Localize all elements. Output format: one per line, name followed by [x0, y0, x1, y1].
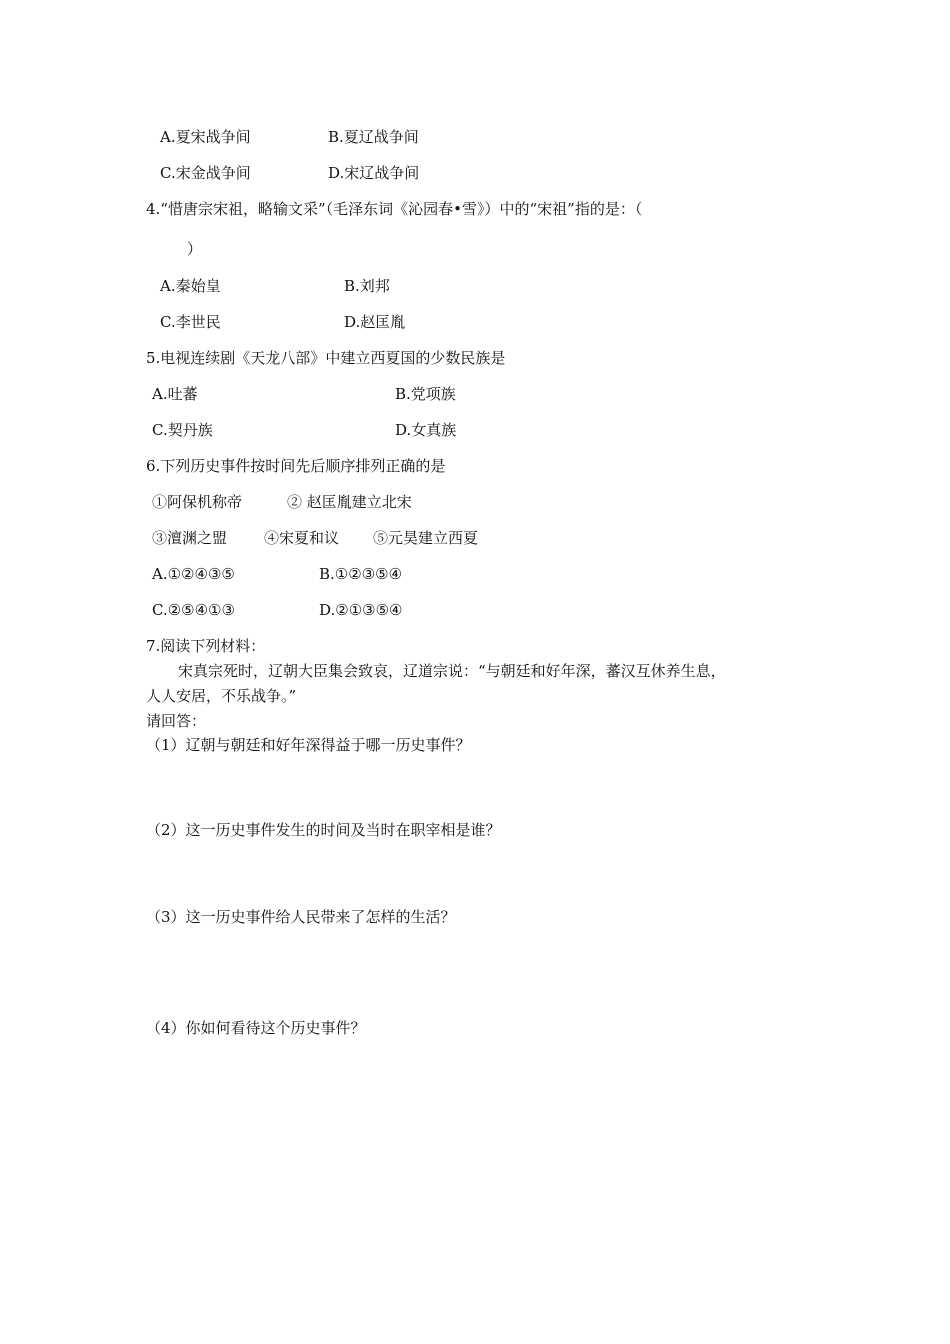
q3-option-a: A.夏宋战争间 — [160, 128, 251, 146]
q7-stem: 7.阅读下列材料： — [146, 637, 266, 655]
q6-event-4: ④宋夏和议 — [264, 529, 340, 547]
q5-option-b: B.党项族 — [395, 385, 456, 403]
q6-event-1: ①阿保机称帝 — [152, 493, 243, 511]
q5-stem: 5.电视连续剧《天龙八部》中建立西夏国的少数民族是 — [146, 349, 506, 367]
q7-subquestion-3: （3）这一历史事件给人民带来了怎样的生活？ — [146, 908, 456, 926]
q5-option-a: A.吐蕃 — [152, 385, 198, 403]
q5-option-d: D.女真族 — [395, 421, 457, 439]
q7-subquestion-4: （4）你如何看待这个历史事件？ — [146, 1019, 366, 1037]
q4-option-c: C.李世民 — [160, 313, 221, 331]
q4-stem: 4.“惜唐宗宋祖，略输文采”（毛泽东词《沁园春•雪》）中的“宋祖”指的是：（ — [146, 200, 643, 218]
q6-event-3: ③澶渊之盟 — [152, 529, 228, 547]
q6-option-c: C.②⑤④①③ — [152, 601, 235, 619]
q7-prompt: 请回答： — [146, 712, 207, 730]
q4-option-b: B.刘邦 — [344, 277, 390, 295]
q6-event-5: ⑤元昊建立西夏 — [373, 529, 479, 547]
q6-event-2: ② 赵匡胤建立北宋 — [287, 493, 412, 511]
q4-stem-end: ） — [187, 240, 203, 258]
q6-stem: 6.下列历史事件按时间先后顺序排列正确的是 — [146, 457, 446, 475]
q3-option-c: C.宋金战争间 — [160, 164, 251, 182]
q6-option-b: B.①②③⑤④ — [319, 565, 403, 583]
q6-option-a: A.①②④③⑤ — [152, 565, 235, 583]
q3-option-d: D.宋辽战争间 — [328, 164, 420, 182]
q7-material-line-1: 宋真宗死时，辽朝大臣集会致哀，辽道宗说：“与朝廷和好年深，蕃汉互休养生息， — [178, 662, 726, 680]
q7-subquestion-2: （2）这一历史事件发生的时间及当时在职宰相是谁？ — [146, 821, 501, 839]
q7-material-line-2: 人人安居，不乐战争。” — [146, 687, 297, 705]
q4-option-a: A.秦始皇 — [160, 277, 221, 295]
q4-option-d: D.赵匡胤 — [344, 313, 406, 331]
q6-option-d: D.②①③⑤④ — [319, 601, 403, 619]
q7-subquestion-1: （1）辽朝与朝廷和好年深得益于哪一历史事件？ — [146, 736, 471, 754]
q3-option-b: B.夏辽战争间 — [328, 128, 419, 146]
q5-option-c: C.契丹族 — [152, 421, 213, 439]
